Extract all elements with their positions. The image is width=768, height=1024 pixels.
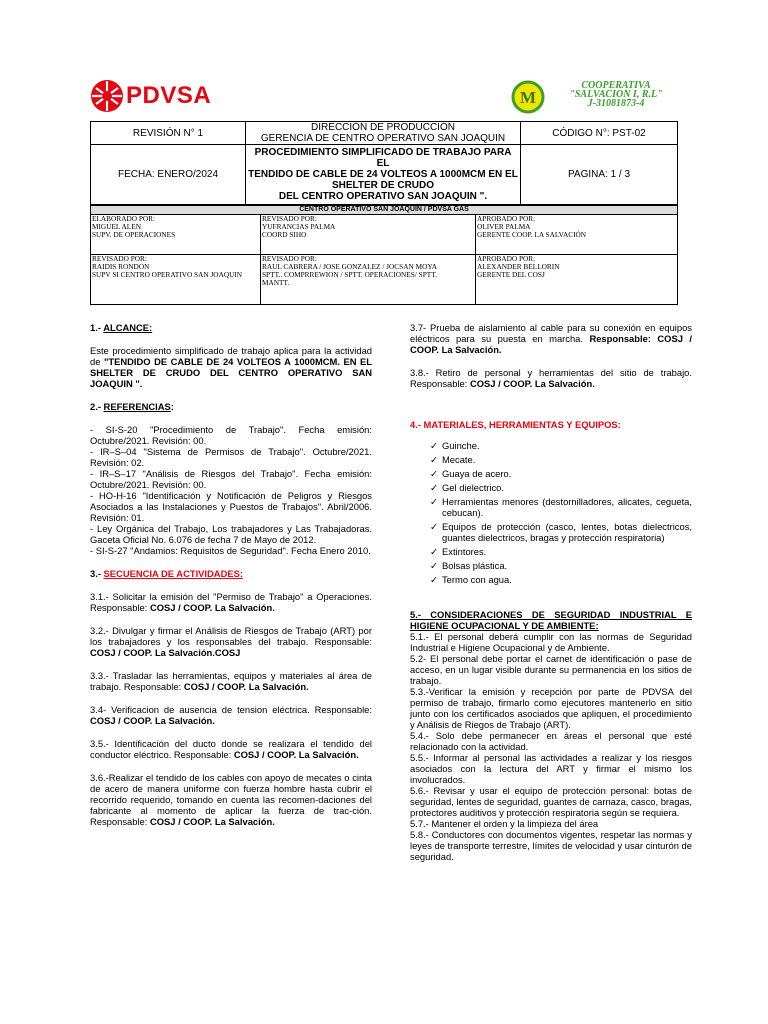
activity-3-6: [90, 772, 372, 827]
left-column: [90, 322, 372, 839]
activity-3-5: [90, 738, 372, 760]
check-icon: ✓: [430, 454, 438, 465]
list-item: [410, 560, 692, 571]
safety-item: 5.1.- El personal deberá cumplir con las normas de Seguridad Industrial e Higiene Ocupacional y de Ambiente.: [410, 631, 692, 653]
materials-list: [410, 440, 692, 585]
safety-item: 5.3.-Verificar la emisión y recepción por parte de PDVSA del permiso de trabajo, firmarlo como ejecutores mantenerlo en sitio junto con los certificados asociados que apliquen, el procedimiento y Análisis de Riegos de Trabajo (ART).: [410, 686, 692, 730]
activity-3-7: [410, 322, 692, 355]
section-3-heading: [90, 568, 372, 579]
activity-responsible: COSJ / COOP. La Salvación.: [90, 715, 215, 726]
safety-considerations-list: [410, 631, 692, 862]
scope-activity: "TENDIDO DE CABLE DE 24 VOLTEOS A 1000MCM. EN EL SHELTER DE CRUDO DEL CENTRO OPERATIVO SAN JOAQUIN ".: [90, 356, 372, 389]
revisado-cell-3: [261, 255, 476, 305]
sig-name: OLIVER PALMA: [477, 222, 531, 231]
safety-item: 5.5.- Informar al personal las actividades a realizar y los riesgos asociados con la lectura del ART y firmar el mismo los involucrados.: [410, 752, 692, 785]
coop-line-3: J-31081873-4: [587, 98, 645, 109]
list-item: [410, 482, 692, 493]
sig-role: SUPV. DE OPERACIONES: [92, 230, 176, 239]
coop-line-1: COOPERATIVA: [581, 80, 651, 91]
activity-responsible: COSJ / COOP. La Salvación.COSJ: [90, 647, 241, 658]
sig-label: REVISADO POR:: [262, 254, 317, 263]
section-title: REFERENCIAS: [103, 401, 171, 412]
activity-text: 3.1.- Solicitar la emisión del "Permiso de Trabajo" a Operaciones. Responsable:: [90, 591, 372, 613]
section-colon: :: [170, 401, 174, 412]
check-icon: ✓: [430, 560, 438, 571]
direction-cell: [246, 122, 521, 145]
code-text: CÓDIGO N°: PST-02: [552, 127, 646, 139]
list-item: [410, 521, 692, 543]
direction-line-1: DIRECCIÓN DE PRODUCCIÓN: [311, 122, 455, 133]
activity-responsible: COSJ / COOP. La Salvación.: [149, 602, 275, 613]
activity-responsible: COSJ / COOP. La Salvación.: [149, 816, 275, 827]
sig-label: REVISADO POR:: [262, 214, 317, 223]
sig-name: ALEXANDER BELLORIN: [477, 262, 560, 271]
activity-3-2: [90, 625, 372, 658]
cooperativa-name: [552, 81, 680, 108]
pdvsa-sun-icon: [90, 78, 124, 114]
list-item: [410, 496, 692, 518]
cooperativa-logo: [510, 80, 680, 114]
section-2-heading: [90, 401, 372, 412]
activity-responsible: Responsable: COSJ / COOP. La Salvación.: [410, 333, 692, 355]
section-number: 2.-: [90, 401, 104, 412]
sig-name: MIGUEL ALEN: [92, 222, 141, 231]
material-text: Bolsas plástica.: [442, 560, 508, 571]
activity-responsible: COSJ / COOP. La Salvación.: [469, 378, 595, 389]
activity-text: 3.6.-Realizar el tendido de los cables con apoyo de mecates o cinta de acero de manera uniforme con fuerza hombre hasta cubrir el recorrido requerido, tomando en cuenta las recomen-daciones del fabricante al momento de aplicar la fuerza de trac-ción. Responsable:: [90, 772, 372, 827]
document-header-table: [90, 121, 678, 205]
section-number: 3.-: [90, 568, 104, 579]
right-column: [410, 322, 692, 862]
material-text: Guinche.: [442, 440, 480, 451]
pdvsa-logo: [90, 78, 212, 114]
activity-3-1: [90, 591, 372, 613]
coop-line-2: "SALVACION I, R.L": [569, 89, 663, 100]
title-line-1: PROCEDIMIENTO SIMPLIFICADO DE TRABAJO PARA EL: [254, 147, 512, 169]
revisado-cell-2: [91, 255, 261, 305]
activity-text: 3.3.- Trasladar las herramientas, equipos y materiales al área de trabajo. Responsable:: [90, 670, 372, 692]
sig-label: APROBADO POR:: [477, 214, 536, 223]
revisado-cell-1: [261, 215, 476, 255]
sig-role: GERENTE COOP. LA SALVACIÓN: [477, 230, 587, 239]
activity-responsible: COSJ / COOP. La Salvación.: [233, 749, 359, 760]
activity-text: 3.7- Prueba de aislamiento al cable para su conexión en equipos eléctricos para su puesta en marcha.: [410, 322, 692, 344]
list-item: [410, 440, 692, 451]
material-text: Equipos de protección (casco, lentes, botas dielectricos, guantes dielectricos, bragas y protección respiratoria): [442, 521, 692, 543]
check-icon: ✓: [430, 468, 438, 479]
check-icon: ✓: [430, 574, 438, 585]
code-cell: [521, 122, 678, 145]
list-item: [410, 454, 692, 465]
sig-role: COORD SIHO: [262, 230, 307, 239]
safety-item: 5.6.- Revisar y usar el equipo de protección personal: botas de seguridad, lentes de seguridad, guantes de carnaza, casco, bragas, protectores auditivos y protección respiratoria según se requiera.: [410, 785, 692, 818]
date-cell: [91, 145, 246, 205]
reference-item: - IR–S–17 "Análisis de Riesgos del Trabajo". Fecha emisión: Octubre/2021. Revisión: 00.: [90, 468, 372, 490]
sig-role: SPTT.. COMPRREWION / SPTT. OPERACIONES/ SPTT.: [262, 270, 437, 279]
safety-item: 5.7.- Mantener el orden y la limpieza del área: [410, 818, 599, 829]
scope-text: Este procedimiento simplificado de trabajo aplica para la actividad de: [90, 345, 372, 367]
signature-table: [90, 205, 678, 305]
scope-paragraph: [90, 345, 372, 389]
procedure-title-cell: [246, 145, 521, 205]
section-title: SECUENCIA DE ACTIVIDADES:: [103, 568, 243, 579]
revision-text: REVISIÓN N° 1: [132, 127, 204, 139]
sig-role: MANTT.: [262, 278, 290, 287]
sig-label: ELABORADO POR:: [92, 214, 156, 223]
reference-item: - IR–S–04 "Sistema de Permisos de Trabajo". Octubre/2021. Revisión: 02.: [90, 446, 372, 468]
section-5-heading: 5.- CONSIDERACIONES DE SEGURIDAD INDUSTRIAL E HIGIENE OCUPACIONAL Y DE AMBIENTE:: [410, 609, 692, 631]
page-text: PAGINA: 1 / 3: [567, 169, 631, 180]
sig-name: RAUL CABRERA / JOSE GONZALEZ / JOCSAN MOYA: [262, 262, 438, 271]
list-item: [410, 574, 692, 585]
material-text: Termo con agua.: [442, 574, 512, 585]
check-icon: ✓: [430, 546, 438, 557]
material-text: Guaya de acero.: [442, 468, 512, 479]
activity-text: 3.4- Verificacion de ausencia de tension eléctrica. Responsable:: [90, 704, 372, 715]
activity-3-4: [90, 704, 372, 726]
activity-text: 3.8.- Retiro de personal y herramientas del sitio de trabajo. Responsable:: [410, 367, 692, 389]
references-list: [90, 424, 372, 556]
revision-cell: [91, 122, 246, 145]
check-icon: ✓: [430, 482, 438, 493]
title-line-2: TENDIDO DE CABLE DE 24 VOLTEOS A 1000MCM EN EL: [248, 169, 518, 180]
reference-item: - SI-S-27 "Andamios: Requisitos de Seguridad". Fecha Enero 2010.: [90, 545, 371, 556]
aprobado-cell-1: [476, 215, 678, 255]
section-1-heading: [90, 322, 372, 333]
section-number: 1.-: [90, 322, 104, 333]
section-4-heading: 4.- MATERIALES, HERRAMIENTAS Y EQUIPOS:: [410, 419, 621, 430]
safety-item: 5.8.- Conductores con documentos vigentes, respetar las normas y leyes de transporte terrestre, límites de velocidad y usar cinturón de seguridad.: [410, 829, 692, 862]
signature-heading: CENTRO OPERATIVO SAN JOAQUIN / PDVSA GAS: [91, 206, 678, 215]
activity-responsible: COSJ / COOP. La Salvación.: [183, 681, 309, 692]
check-icon: ✓: [430, 440, 438, 451]
page-cell: [521, 145, 678, 205]
material-text: Herramientas menores (destornilladores, alicates, cegueta, cebucan).: [442, 496, 692, 518]
sig-label: REVISADO POR:: [92, 254, 147, 263]
reference-item: - SI-S-20 "Procedimiento de Trabajo". Fecha emisión: Octubre/2021. Revisión: 00.: [90, 424, 372, 446]
cooperativa-emblem-icon: [510, 80, 546, 114]
material-text: Gel dielectrico.: [442, 482, 505, 493]
title-line-3: SHELTER DE CRUDO: [331, 180, 435, 191]
material-text: Mecate.: [442, 454, 476, 465]
sig-role: GERENTE DEL COSJ: [477, 270, 545, 279]
material-text: Extintores.: [442, 546, 487, 557]
check-icon: ✓: [430, 521, 438, 532]
activity-3-3: [90, 670, 372, 692]
sig-name: YUFRANCIAS PALMA: [262, 222, 336, 231]
reference-item: - Ley Orgánica del Trabajo, Los trabajadores y Las Trabajadoras. Gaceta Oficial No. 6.076 de fecha 7 de Mayo de 2012.: [90, 523, 372, 545]
elaborado-cell: [91, 215, 261, 255]
date-text: FECHA: ENERO/2024: [117, 169, 219, 180]
sig-role: SUPV SI CENTRO OPERATIVO SAN JOAQUIN: [92, 270, 243, 279]
activity-3-8: [410, 367, 692, 389]
sig-label: APROBADO POR:: [477, 254, 536, 263]
svg-text:M: M: [519, 88, 537, 107]
aprobado-cell-2: [476, 255, 678, 305]
title-line-4: DEL CENTRO OPERATIVO SAN JOAQUIN ".: [278, 191, 488, 202]
safety-item: 5.4.- Solo debe permanecer en áreas el personal que esté relacionado con la actividad.: [410, 730, 692, 752]
activity-text: 3.5.- Identificación del ducto donde se realizara el tendido del conductor eléctrico. Responsable:: [90, 738, 372, 760]
section-title: ALCANCE:: [103, 322, 153, 333]
direction-line-2: GERENCIA DE CENTRO OPERATIVO SAN JOAQUIN: [260, 133, 506, 144]
safety-item: 5.2- El personal debe portar el carnet de identificación o pase de acceso, en un lugar visible durante su permanencia en los sitios de trabajo.: [410, 653, 692, 686]
reference-item: - HO-H-16 "Identificación y Notificación de Peligros y Riesgos Asociados a las Instalaciones y Puestos de Trabajos". Abril/2006. Revisión: 01.: [90, 490, 372, 523]
pdvsa-wordmark: PDVSA: [126, 82, 212, 109]
check-icon: ✓: [430, 496, 438, 507]
activity-text: 3.2.- Divulgar y firmar el Análisis de Riesgos de Trabajo (ART) por los trabajadores y los responsables del trabajo. Responsable:: [90, 625, 372, 647]
sig-name: RAIDIS RONDON: [92, 262, 150, 271]
list-item: [410, 546, 692, 557]
list-item: [410, 468, 692, 479]
